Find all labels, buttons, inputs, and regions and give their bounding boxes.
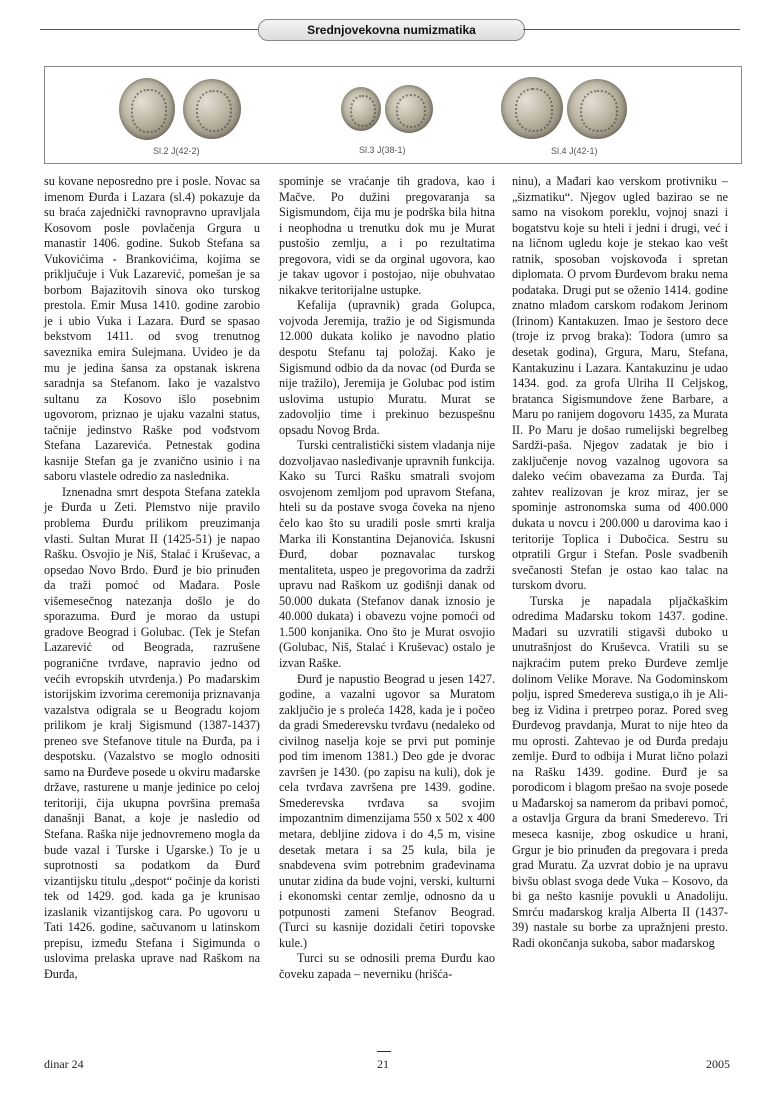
coin-image <box>341 87 381 131</box>
figure-caption: Sl.2 J(42-2) <box>153 146 200 156</box>
paragraph: Turski centralistički sistem vladanja nije dozvoljavao nasleđivanje upravnih funkcija. Kako su Turci Rašku smatrali svojom osvojenom zemljom pod upravom Stefana, hteli su da postave svoga čoveka na njeno čelo kao što su uradili posle smrti kralja Marka ili Konstantina Dejanovića. Iskusni Đurđ, dobar poznavalac turskog mentaliteta, uspeo je pregovorima da zadrži upravu nad Raškom uz godišnji danak od 50.000 dukata (Stefanov danak iznosio je 40.000 dukata) i obavezu vojne pomoći od 1.500 konjanika. Ono što je Murat osvojio (Golubac, Niš, Stalać i Kruševac) ostalo je izvan Raške. <box>279 438 495 670</box>
running-header <box>40 18 740 46</box>
coin-image <box>567 79 627 139</box>
coin-figure <box>44 66 742 164</box>
coin-image <box>119 78 175 140</box>
paragraph: su kovane neposredno pre i posle. Novac sa imenom Đurđa i Lazara (sl.4) pokazuje da su braća zajednički ravnopravno upravljala Kosovom posle povlačenja Grgura u manastir 1406. godine. Sukob Stefana sa Vukovićima - Brankovićima, kojima se priključuje i Vuk Lazarević, pomešan je sa borbom Bajazitovih sinova oko turskog prestola. Emir Musa 1410. godine zarobio je i ubio Vuka i Lazara. Đurđ se spasao bekstvom 1411. od svog trenutnog saveznika emira Sulejmana. Uvideo je da mu je jedina šansa za opstanak iskrena saradnja sa Stefanom. Iako je vazalstvo sultanu za Kosovo išlo posebnim ugovorom, priznao je ujaku vazalni status, tačnije jedinstvo Raške pod vođstvom Stefana Lazarevića. Petnestak godina kasnije Stefan ga je zvanično usinio i na saboru vlastele odredio za naslednika. <box>44 174 260 484</box>
page-number: 21 <box>377 1057 389 1071</box>
paragraph: spominje se vraćanje tih gradova, kao i Mačve. Po dužini pregovaranja sa Sigismundom, čija mu je podrška bila hitna i neophodna u trenutku dok mu je Murat pustošio zemlju, a i po rezultatima pregovora, vidi se da orginal ugovora, kao je takav ugovor i postojao, nije obuhvatao nikakve teritorijalne ustupke. <box>279 174 495 297</box>
coin-image <box>385 85 433 133</box>
paragraph: Iznenadna smrt despota Stefana zatekla je Đurđa u Zeti. Plemstvo nije pravilo problema Đurđu prilikom preuzimanja vlasti. Sultan Murat II (1425-51) je napao Rašku. Osvojio je Niš, Stalać i Kruševac, a opsedao Novo Brdo. Đurđ je bio prinuđen da traži pomoć od Mađara. Posle višemesečnog natezanja došlo je do sporazuma. Đurđ je morao da ustupi gradove Beograd i Golubac. (Tek je Stefan Lazarević od Beograda, razrušene pogranične tvrđave, napravio jedno od većih evropskih utvrđenja.) Po mađarskim istorijskim izvorima ceremonija priznavanja vazalstva odigrala se u Beogradu kojom prilikom je kralj Sigismund (1387-1437) preneo sve Stefanove titule na Đurđa, pa i despotsku. (Vazalstvo se moglo odnositi samo na Đurđeve posede u okviru mađarske države, rasturene u manje jedinice po celoj teritoriji, čija ukupna površina premaša današnji Banat, a koje je nasledio od Stefana. Raška nije jednovremeno mogla da bude vazal i Turske i Ugarske.) To je u suprotnosti sa podatkom da Đurđ vizantijsku titulu „despot“ počinje da koristi tek od 1429. god. kada ga je krunisao izaslanik vizantijskog cara. Po ugovoru u Tati 1426. godine, sačuvanom u latinskom prepisu, između Stefana i Sigimunda o uslovima prelaska uprave nad Raškom na Đurđa, <box>44 484 260 981</box>
paragraph: Turci su se odnosili prema Đurđu kao čoveku zapada – neverniku (hrišća- <box>279 951 495 981</box>
header-rule-right <box>523 29 740 30</box>
coin-image <box>183 79 241 139</box>
coin-image <box>501 77 563 139</box>
paragraph: Turska je napadala pljačkaškim odredima Mađarsku tokom 1437. godine. Mađari su uzvratili stigavši duboko u unutrašnjost do Kruševca. Vratili su se najkraćim putem preko Đurđeve zemlje dolinom Velike Morave. Na Godominskom polju, ispred Smedereva sustiga,o ih je Ali-beg iz Vidina i pretrpeo poraz. Pored sveg Đurđevog pravdanja, Murat to nije hteo da mu oprosti. Zahtevao je od Đurđa predaju zemlje. Đurđ to odbija i Murat lično polazi na Rašku 1439. godine. Đurđ je sa porodicom i blagom prešao na svoje posede u Mađarskoj sa namerom da pribavi pomoć, a ostavlja Grgura da brani Smederevo. Tri meseca kasnije, zbog oskudice u hrani, Grgur je bio prinuđen da pregovara i preda grad Muratu. Za uzvrat dobio je na upravu bivšu oblast svoga dede Vuka – Kosovo, da bi ga nešto kasnije povukli u Anadoliju. Smrću mađarskog kralja Alberta II (1437-39) nastale su borbe za upražnjeni presto. Radi okončanja sukoba, sabor mađarskog <box>512 593 728 950</box>
footer-year: 2005 <box>706 1057 730 1071</box>
header-rule-left <box>40 29 258 30</box>
footer-rule <box>377 1051 391 1052</box>
text-column-2 <box>279 174 495 982</box>
figure-caption: Sl.4 J(42-1) <box>551 146 598 156</box>
figure-caption: Sl.3 J(38-1) <box>359 145 406 155</box>
text-column-3 <box>512 174 728 951</box>
paragraph: ninu), a Mađari kao verskom protivniku – „šizmatiku“. Njegov ugled bazirao se ne samo na visokom poreklu, vojnoj snazi i bogatstvu koje su hteli i jedni i drugi, već i na ličnom ugledu koje je stekao kao vešt ratnik, sposoban vojskovođa i spretan diplomata. O prvom Đurđevom braku nema podataka. Drugi put se oženio 1414. godine znatno mlađom carskom rođakom Jerinom (Irinom) Kantakuzen. Imao je šestoro dece (troje iz prvog braka): Todora (umro sa desetak godina), Grgura, Maru, Stefana, Kantakuzinu i Lazara. Kantakuzinu je udao 1434. god. za grofa Ulriha II Celjskog, bratanca Sigismundove žene Barbare, a Maru po ranijem dogovoru 1435, za Murata II. Po Maru je došao rumelijski begrelbeg Sardži-paša. Njegov zadatak je bio i zaključenje novog vazalnog ugovora sa daleko većim obavezama za Đurđa. Taj zahtev realizovan je kroz miraz, jer se spominje astronomska suma od 400.000 dukata u novcu i 200.000 u darovima kao i teritorije Toplica i Dubočica. Sestru su otpratili Grgur i Stefan. Posle svadbenih svečanosti Stefan je ostao kao talac na turskom dvoru. <box>512 174 728 593</box>
paragraph: Kefalija (upravnik) grada Golupca, vojvoda Jeremija, tražio je od Sigismunda 12.000 dukata koliko je navodno platio despotu Stefanu taj položaj. Kako je Sigismund odbio da da novac (od Đurđa se nije tražilo), Jeremija je Golubac pod istim uslovima ustupio Muratu. Murat se zadovoljio time i prekinuo bezuspešnu opsadu Novog Brda. <box>279 298 495 437</box>
footer-publication: dinar 24 <box>44 1057 84 1071</box>
text-column-1 <box>44 174 260 982</box>
paragraph: Đurđ je napustio Beograd u jesen 1427. godine, a vazalni ugovor sa Muratom zaključio je s proleća 1428, kada je i počeo da gradi Smederevsku tvrđavu (nedaleko od civilnog naselja koje se prvi put pominje pod tim imenom 1381.) Deo gde je dvorac završen je 1430. (po zapisu na kuli), dok je cela tvrđava završena pre 1439. godine. Smederevska tvrđava sa svojim impozantnim dimenzijama 550 x 502 x 400 metara, debljine zidova i do 4,5 m, visine desetak metara i sa 25 kula, bila je snabdevena svim potrebnim građevinama unutar zidina da bude vojni, verski, kulturni i ekonomski centar zemlje, odnosno da u potpunosti zameni Stefanov Beograd. (Turci su kasnije dozidali četiri topovske kule.) <box>279 671 495 950</box>
section-title: Srednjovekovna numizmatika <box>258 19 525 41</box>
